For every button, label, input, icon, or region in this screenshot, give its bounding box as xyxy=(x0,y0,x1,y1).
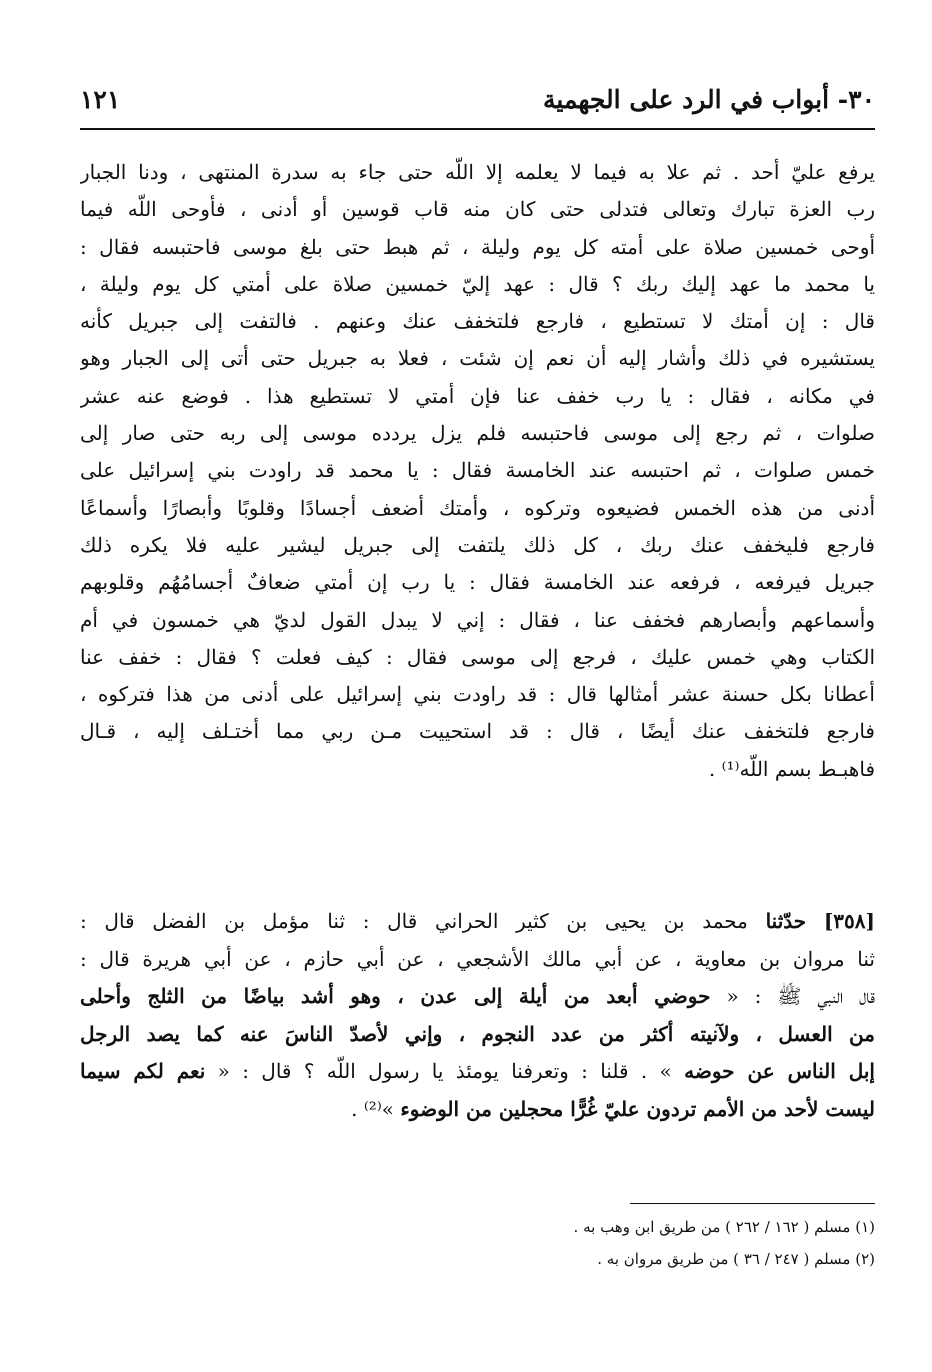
hadith-matn: نعم لكم سيما xyxy=(80,1059,206,1083)
text-line: أدنى من هذه الخمس فضيعوه وتركوه ، وأمتك أضعف أجسادًا وقلوبًا وأبصارًا وأسماعًا xyxy=(80,495,875,520)
narration-text: »⁽²⁾ . xyxy=(351,1096,394,1121)
text-line: الكتاب وهي خمس عليك ، فرجع إلى موسى فقال : كيف فعلت ؟ فقال : خفف عنا xyxy=(80,644,875,669)
text-line: رب العزة تبارك وتعالى فتدلى حتى كان منه قاب قوسين أو أدنى ، فأوحى اللّه فيما xyxy=(80,197,875,222)
hadith-number: [٣٥٨] xyxy=(823,909,875,933)
page-header xyxy=(80,78,875,122)
isnad-text: ثنا مروان بن معاوية ، عن أبي مالك الأشجعي ، عن أبي حازم ، عن أبي هريرة قال : xyxy=(80,946,875,971)
text-line: فارجع فلتخفف عنك أيضًا ، قال : قد استحييت مـن ربي مما أختـلف إليه ، قـال xyxy=(80,719,875,744)
footnotes xyxy=(80,1211,875,1275)
text-line: يرفع عليّ أحد . ثم علا به فيما لا يعلمه إلا اللّه حتى جاء به سدرة المنتهى ، ودنا الجبار xyxy=(80,160,875,184)
text-line xyxy=(80,1016,875,1054)
text-line xyxy=(80,1053,875,1091)
narration-text: » . قلنا : وتعرفنا يومئذ يا رسول اللّه ؟ قال : « xyxy=(217,1059,672,1083)
text-line: خمس صلوات ، ثم احتبسه عند الخامسة فقال : يا محمد قد راودت بني إسرائيل على xyxy=(80,458,875,483)
text-line: جبريل فيرفعه ، فرفعه عند الخامسة فقال : يا رب إن أمتي ضعافٌ أجسامُهُم وقلوبهم xyxy=(80,570,875,595)
footnote-1: (١) مسلم ( ١٦٢ / ٢٦٢ ) من طريق ابن وهب به . xyxy=(573,1218,875,1236)
text-line: أعطانا بكل حسنة عشر أمثالها قال : قد راودت بني إسرائيل على أدنى من هذا فتركوه ، xyxy=(80,682,875,707)
hadith-matn: من العسل ، ولآنيته أكثر من عدد النجوم ، وإني لأصدّ الناسَ عنه كما يصد الرجل xyxy=(80,1021,875,1046)
footnote-2: (٢) مسلم ( ٢٤٧ / ٣٦ ) من طريق مروان به . xyxy=(597,1250,875,1268)
text-line: قال : إن أمتك لا تستطيع ، فارجع فلتخفف عنك وعنهم . فالتفت إلى جبريل كأنه xyxy=(80,309,875,334)
hadith-matn: حوضي أبعد من أيلة إلى عدن ، وهو أشد بياضًا من الثلج وأحلى xyxy=(80,984,711,1008)
text-line xyxy=(80,978,875,1016)
text-line: يا محمد ما عهد إليك ربك ؟ قال : عهد إليّ خمسين صلاة على أمتي كل يوم وليلة ، xyxy=(80,271,875,296)
text-line xyxy=(80,903,875,941)
text-line xyxy=(80,1091,875,1129)
text-line: فارجع فليخفف عنك ربك ، كل ذلك يلتفت إلى جبريل ليشير عليه فلا يكره ذلك xyxy=(80,532,875,557)
hadith-matn: إبل الناس عن حوضه xyxy=(684,1059,875,1083)
narration-lead: حدّثنا xyxy=(765,909,807,933)
text-line xyxy=(80,941,875,979)
narration-text: قال النبي ﷺ : « xyxy=(726,984,875,1008)
text-line: أوحى خمسين صلاة على أمته كل يوم وليلة ، ثم هبط حتى بلغ موسى فاحتبسه فقال : xyxy=(80,234,875,259)
chapter-title: ٣٠- أبواب في الرد على الجهمية xyxy=(543,85,875,114)
footnote-divider xyxy=(630,1203,875,1204)
header-divider xyxy=(80,128,875,130)
page-number: ١٢١ xyxy=(80,85,121,114)
text-line: في مكانه ، فقال : يا رب خفف عنا فإن أمتي لا تستطيع هذا . فوضع عنه عشر xyxy=(80,383,875,408)
paragraph-hadith-358 xyxy=(80,903,875,1128)
text-line: وأسماعهم وأبصارهم فخفف عنا ، فقال : إني لا يبدل القول لديّ هي خمسون في أم xyxy=(80,607,875,632)
text-line: فاهبـط بسم اللّه⁽¹⁾ . xyxy=(708,756,875,781)
text-line: يستشيره في ذلك وأشار إليه أن نعم إن شئت ، فعلا به جبريل حتى أتى إلى الجبار وهو xyxy=(80,346,875,371)
hadith-matn: ليست لأحد من الأمم تردون عليّ غُرًّا محجلين من الوضوء xyxy=(400,1096,875,1121)
text-line: صلوات ، ثم رجع إلى موسى فاحتبسه فلم يزل يردده موسى إلى ربه حتى صار إلى xyxy=(80,421,875,446)
paragraph-continued-hadith xyxy=(80,154,875,788)
isnad-text: محمد بن يحيى بن كثير الحراني قال : ثنا مؤمل بن الفضل قال : xyxy=(80,909,748,933)
